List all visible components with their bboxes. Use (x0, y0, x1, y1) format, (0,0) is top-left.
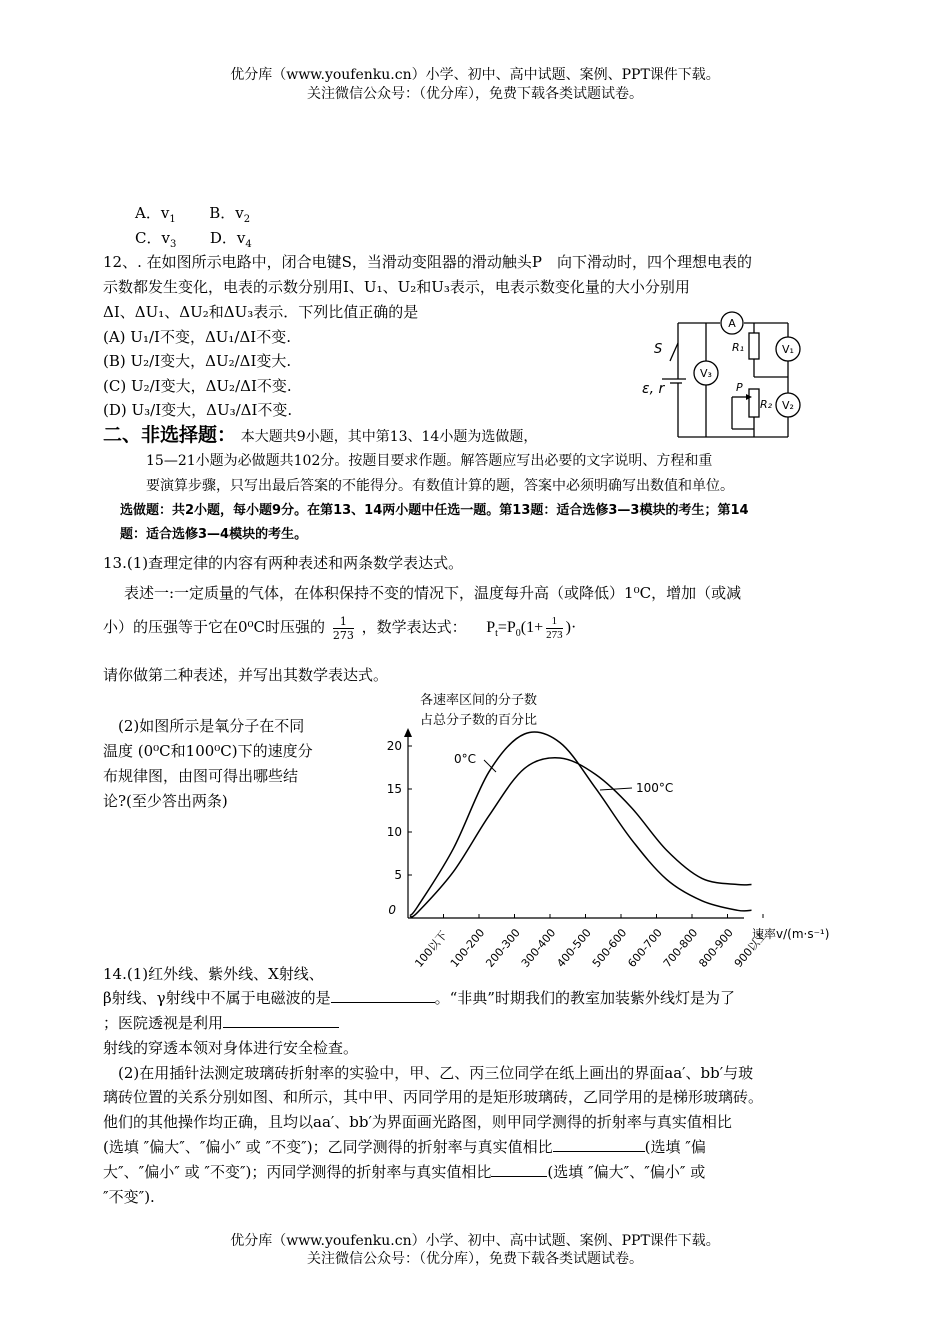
v1-label: V₁ (782, 343, 794, 356)
q13-line-2: 表述一:一定质量的气体，在体积保持不变的情况下，温度每升高（或降低）1⁰C，增加（或减 (124, 584, 742, 602)
section2-bold-1: 选做题：共2小题，每小题9分。在第13、14两小题中任选一题。第13题：适合选修3—3模块的考生；第14 (120, 503, 749, 518)
ammeter-label: A (728, 317, 736, 330)
q11-option-a: A．$v_1$ (135, 204, 176, 225)
y-tick-label: 5 (394, 868, 402, 882)
x-tick-label: 100以下 (412, 928, 450, 970)
section2-intro-3: 要演算步骤，只写出最后答案的不能得分。有数值计算的题，答案中必须明确写出数值和单位。 (146, 478, 734, 494)
x-tick-label: 500-600 (589, 926, 630, 970)
section2-title: 二、非选择题： (103, 424, 237, 446)
q14-part2-line-4: (选填 ″偏大″、″偏小″ 或 ″不变″)；乙同学测得的折射率与真实值相比 (选填 ″偏 (103, 1138, 706, 1156)
speed-distribution-chart (372, 688, 842, 978)
q14-part2-line-2: 璃砖位置的关系分别如图、和所示，其中甲、丙同学用的是矩形玻璃砖，乙同学用的是梯形玻璃砖。 (103, 1088, 764, 1106)
q11-options-row2 (135, 228, 252, 255)
resistor-r2 (749, 389, 759, 417)
section2-bold-2: 题：适合选修3—4模块的考生。 (120, 527, 308, 542)
q12-line-3: ΔI、ΔU₁、ΔU₂和ΔU₃表示．下列比值正确的是 (103, 303, 419, 321)
q11-option-b: B．$v_2$ (209, 204, 251, 225)
x-tick-label: 400-500 (554, 926, 594, 970)
q13-line-1: 13.(1)查理定律的内容有两种表述和两条数学表达式。 (103, 554, 464, 572)
q13-part2-line-4: 论?(至少答出两条) (103, 792, 228, 810)
x-tick-label: 300-400 (518, 926, 559, 970)
y-axis-arrow (404, 728, 412, 737)
label-r1: R₁ (732, 341, 745, 354)
y-tick-label: 20 (386, 739, 402, 753)
q14-line-3: ；医院透视是利用 (103, 1013, 339, 1033)
q12-option-a: (A) U₁/I不变，ΔU₁/ΔI不变. (103, 328, 292, 346)
series-label-100c: 100°C (636, 781, 674, 795)
q12-option-b: (B) U₂/I变大，ΔU₂/ΔI变大. (103, 352, 292, 370)
circuit-diagram (636, 305, 836, 445)
header-line-1: 优分库（www.youfenku.cn）小学、初中、高中试题、案例、PPT课件下载。 (230, 67, 720, 83)
y-tick-label: 0 (388, 903, 396, 917)
x-tick-label: 200-300 (483, 926, 523, 970)
chart-subtitle: 占总分子数的百分比 (420, 713, 538, 728)
footer-line-2: 关注微信公众号：（优分库），免费下载各类试题试卷。 (307, 1251, 643, 1267)
curve-100c (410, 758, 752, 917)
series-label-0c: 0°C (454, 752, 477, 766)
q13-line-3: 小）的压强等于它在0⁰C时压强的 $\frac{1}{273}$ ，数学表达式： $P_t=P_0(1+$ $\frac{1}{273}$ )· (103, 614, 577, 642)
section2-intro-1: 本大题共9小题，其中第13、14小题为选做题， (240, 429, 538, 445)
q12-option-c: (C) U₂/I变大，ΔU₂/ΔI不变. (103, 377, 292, 395)
q14-blank-1[interactable] (331, 988, 435, 1003)
q14-part2-line-3: 他们的其他操作均正确，且均以aa′、bb′为界面画光路图，则甲同学测得的折射率与真实值相比 (103, 1113, 732, 1131)
x-tick-label: 600-700 (625, 926, 665, 970)
resistor-r1 (749, 333, 759, 359)
header-line-2: 关注微信公众号：（优分库），免费下载各类试题试卷。 (307, 86, 643, 102)
q11-option-c: C．$v_3$ (135, 229, 177, 250)
y-tick-label: 15 (386, 782, 402, 796)
voltmeter-v3 (694, 361, 718, 385)
x-tick-label: 100-200 (447, 926, 488, 970)
q14-line-1: 14.(1)红外线、紫外线、X射线、 (103, 965, 324, 983)
voltmeter-v1 (776, 337, 800, 361)
q12-line-2: 示数都发生变化，电表的示数分别用I、U₁、U₂和U₃表示，电表示数变化量的大小分别用 (103, 278, 690, 296)
x-axis-label: 速率v/(m·s⁻¹) (752, 927, 830, 941)
q12-line-1: 12、. 在如图所示电路中，闭合电键S，当滑动变阻器的滑动触头P 向下滑动时，四个理想电表的 (103, 253, 752, 271)
label-s: S (654, 342, 663, 357)
q14-part2-line-6: ″不变″). (103, 1188, 155, 1206)
q13-line-4: 请你做第二种表述，并写出其数学表达式。 (103, 666, 389, 684)
footer-line-1: 优分库（www.youfenku.cn）小学、初中、高中试题、案例、PPT课件下载。 (230, 1233, 720, 1249)
q14-line-4: 射线的穿透本领对身体进行安全检查。 (103, 1039, 359, 1057)
q14-blank-2[interactable] (223, 1013, 339, 1028)
q11-options-row1 (135, 203, 250, 230)
v2-label: V₂ (782, 399, 794, 412)
q13-part2-line-3: 布规律图，由图可得出哪些结 (103, 767, 299, 785)
q14-part2-line-5: 大″、″偏小″ 或 ″不变″)；丙同学测得的折射率与真实值相比 (选填 ″偏大″、″偏小″ 或 (103, 1163, 706, 1181)
label-er: ε, r (642, 381, 665, 397)
chart-title: 各速率区间的分子数 (420, 693, 538, 708)
x-tick-label: 700-800 (660, 926, 701, 970)
label-r2: R₂ (760, 398, 773, 411)
q13-part2-line-1: (2)如图所示是氧分子在不同 (118, 717, 305, 735)
section2-heading-row (103, 425, 537, 447)
q14-line-2: β射线、γ射线中不属于电磁波的是 。“非典”时期我们的教室加装紫外线灯是为了 (103, 989, 735, 1007)
label-p: P (736, 381, 743, 394)
leader-100c (600, 788, 632, 790)
x-tick-label: 800-900 (696, 926, 736, 970)
voltmeter-v2 (776, 393, 800, 417)
q12-option-d: (D) U₃/I变大，ΔU₃/ΔI不变. (103, 401, 293, 419)
ammeter-a (721, 312, 743, 334)
q14-part2-line-1: (2)在用插针法测定玻璃砖折射率的实验中，甲、乙、丙三位同学在纸上画出的界面aa′、bb′与玻 (118, 1064, 754, 1082)
q11-option-d: D．$v_4$ (209, 229, 252, 250)
q14-blank-4[interactable] (491, 1162, 547, 1177)
y-tick-label: 10 (386, 825, 402, 839)
q13-part2-line-2: 温度 (0⁰C和100⁰C)下的速度分 (103, 742, 313, 760)
section2-intro-2: 15—21小题为必做题共102分。按题目要求作题。解答题应写出必要的文字说明、方程和重 (146, 453, 713, 469)
fraction-1-273: $\frac{1}{273}$ (332, 614, 354, 642)
x-tick-label: 900以上 (731, 928, 770, 970)
q14-blank-3[interactable] (553, 1137, 645, 1152)
v3-label: V₃ (700, 367, 712, 380)
charles-formula: $P_t=P_0(1+$ $\frac{1}{273}$ )· (486, 614, 577, 641)
